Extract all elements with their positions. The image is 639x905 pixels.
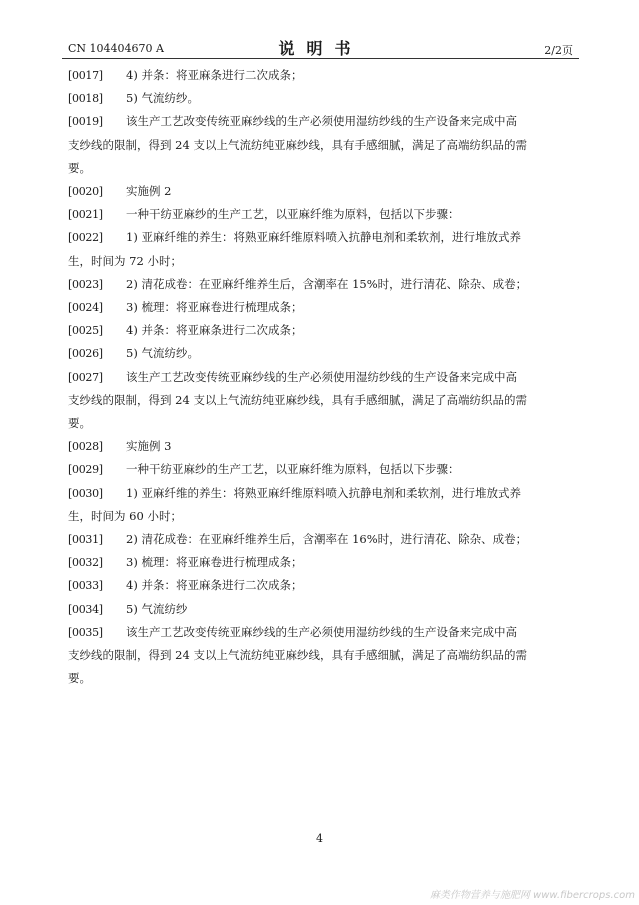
page-header <box>62 36 579 59</box>
paragraph-text: 实施例 2 <box>126 184 172 199</box>
paragraph-number: [0029] <box>68 463 103 477</box>
paragraph-text: 2) 清花成卷：在亚麻纤维养生后，含潮率在 15%时，进行清花、除杂、成卷； <box>126 276 528 291</box>
paragraph-text: 4) 并条：将亚麻条进行二次成条； <box>126 68 303 82</box>
document-body <box>68 64 573 690</box>
paragraph <box>68 435 573 458</box>
paragraph-number: [0035] <box>68 625 103 639</box>
paragraph-text: 支纱线的限制，得到 24 支以上气流纺纯亚麻纱线，具有手感细腻，满足了高端纺织品的需 <box>68 392 527 407</box>
paragraph-text: 5) 气流纺纱。 <box>126 91 199 106</box>
paragraph <box>68 621 573 644</box>
paragraph-text: 5) 气流纺纱 <box>126 601 188 616</box>
paragraph-text: 要。 <box>68 671 91 686</box>
paragraph <box>68 110 573 133</box>
paragraph-text: 3) 梳理：将亚麻卷进行梳理成条； <box>126 300 303 315</box>
paragraph-text: 一种干纺亚麻纱的生产工艺，以亚麻纤维为原料，包括以下步骤： <box>126 462 460 477</box>
page-number: 4 <box>316 832 323 845</box>
paragraph-number: [0024] <box>68 301 103 315</box>
paragraph-text: 3) 梳理：将亚麻卷进行梳理成条； <box>126 555 303 570</box>
paragraph <box>68 342 573 365</box>
paragraph-number: [0033] <box>68 579 103 593</box>
paragraph-number: [0022] <box>68 231 103 245</box>
paragraph-text: 4) 并条：将亚麻条进行二次成条； <box>126 578 303 593</box>
paragraph <box>68 180 573 203</box>
paragraph <box>68 64 573 87</box>
paragraph <box>68 226 573 249</box>
paragraph-number: [0026] <box>68 347 103 361</box>
paragraph-text: 该生产工艺改变传统亚麻纱线的生产必须使用湿纺纱线的生产设备来完成中高 <box>126 624 517 639</box>
paragraph-number: [0032] <box>68 556 103 570</box>
paragraph-text: 2) 清花成卷：在亚麻纤维养生后，含潮率在 16%时，进行清花、除杂、成卷； <box>126 532 528 547</box>
paragraph-number: [0034] <box>68 602 103 616</box>
paragraph-text: 要。 <box>68 160 91 175</box>
paragraph-number: [0021] <box>68 208 103 222</box>
paragraph-text: 1) 亚麻纤维的养生：将熟亚麻纤维原料喷入抗静电剂和柔软剂，进行堆放式养 <box>126 485 521 500</box>
paragraph-number: [0020] <box>68 185 103 199</box>
paragraph <box>68 574 573 597</box>
paragraph-text: 一种干纺亚麻纱的生产工艺，以亚麻纤维为原料，包括以下步骤： <box>126 207 460 222</box>
paragraph-text: 该生产工艺改变传统亚麻纱线的生产必须使用湿纺纱线的生产设备来完成中高 <box>126 114 517 129</box>
document-number: CN 104404670 A <box>68 42 164 55</box>
paragraph <box>68 366 573 389</box>
page-indicator: 2/2页 <box>544 44 573 57</box>
paragraph <box>68 598 573 621</box>
page-title: 说明书 <box>278 39 363 58</box>
paragraph <box>68 551 573 574</box>
paragraph-text: 5) 气流纺纱。 <box>126 346 199 361</box>
paragraph-continuation <box>68 250 573 273</box>
paragraph-number: [0017] <box>68 69 103 82</box>
paragraph-text: 实施例 3 <box>126 439 172 454</box>
paragraph-number: [0023] <box>68 277 103 291</box>
paragraph-text: 支纱线的限制，得到 24 支以上气流纺纯亚麻纱线，具有手感细腻，满足了高端纺织品的需 <box>68 137 527 152</box>
paragraph-number: [0025] <box>68 324 103 338</box>
paragraph-continuation <box>68 505 573 528</box>
paragraph <box>68 482 573 505</box>
paragraph-continuation <box>68 667 573 690</box>
paragraph-number: [0018] <box>68 92 103 106</box>
paragraph <box>68 203 573 226</box>
paragraph <box>68 528 573 551</box>
paragraph-number: [0031] <box>68 533 103 547</box>
paragraph <box>68 273 573 296</box>
paragraph-number: [0028] <box>68 440 103 454</box>
paragraph-continuation <box>68 157 573 180</box>
paragraph-text: 生，时间为 72 小时； <box>68 253 182 268</box>
paragraph <box>68 319 573 342</box>
paragraph <box>68 296 573 319</box>
paragraph-text: 要。 <box>68 416 91 431</box>
paragraph-number: [0027] <box>68 370 103 384</box>
paragraph-number: [0019] <box>68 115 103 129</box>
paragraph-text: 支纱线的限制，得到 24 支以上气流纺纯亚麻纱线，具有手感细腻，满足了高端纺织品的需 <box>68 648 527 663</box>
paragraph-number: [0030] <box>68 486 103 500</box>
paragraph-continuation <box>68 412 573 435</box>
watermark-text: 麻类作物营养与施肥网 www.fibercrops.com <box>429 890 635 901</box>
paragraph-text: 1) 亚麻纤维的养生：将熟亚麻纤维原料喷入抗静电剂和柔软剂，进行堆放式养 <box>126 230 521 245</box>
paragraph <box>68 87 573 110</box>
paragraph-continuation <box>68 644 573 667</box>
paragraph-text: 该生产工艺改变传统亚麻纱线的生产必须使用湿纺纱线的生产设备来完成中高 <box>126 369 517 384</box>
paragraph-text: 4) 并条：将亚麻条进行二次成条； <box>126 323 303 338</box>
paragraph-text: 生，时间为 60 小时； <box>68 508 182 523</box>
paragraph <box>68 458 573 481</box>
paragraph-continuation <box>68 389 573 412</box>
paragraph-continuation <box>68 134 573 157</box>
